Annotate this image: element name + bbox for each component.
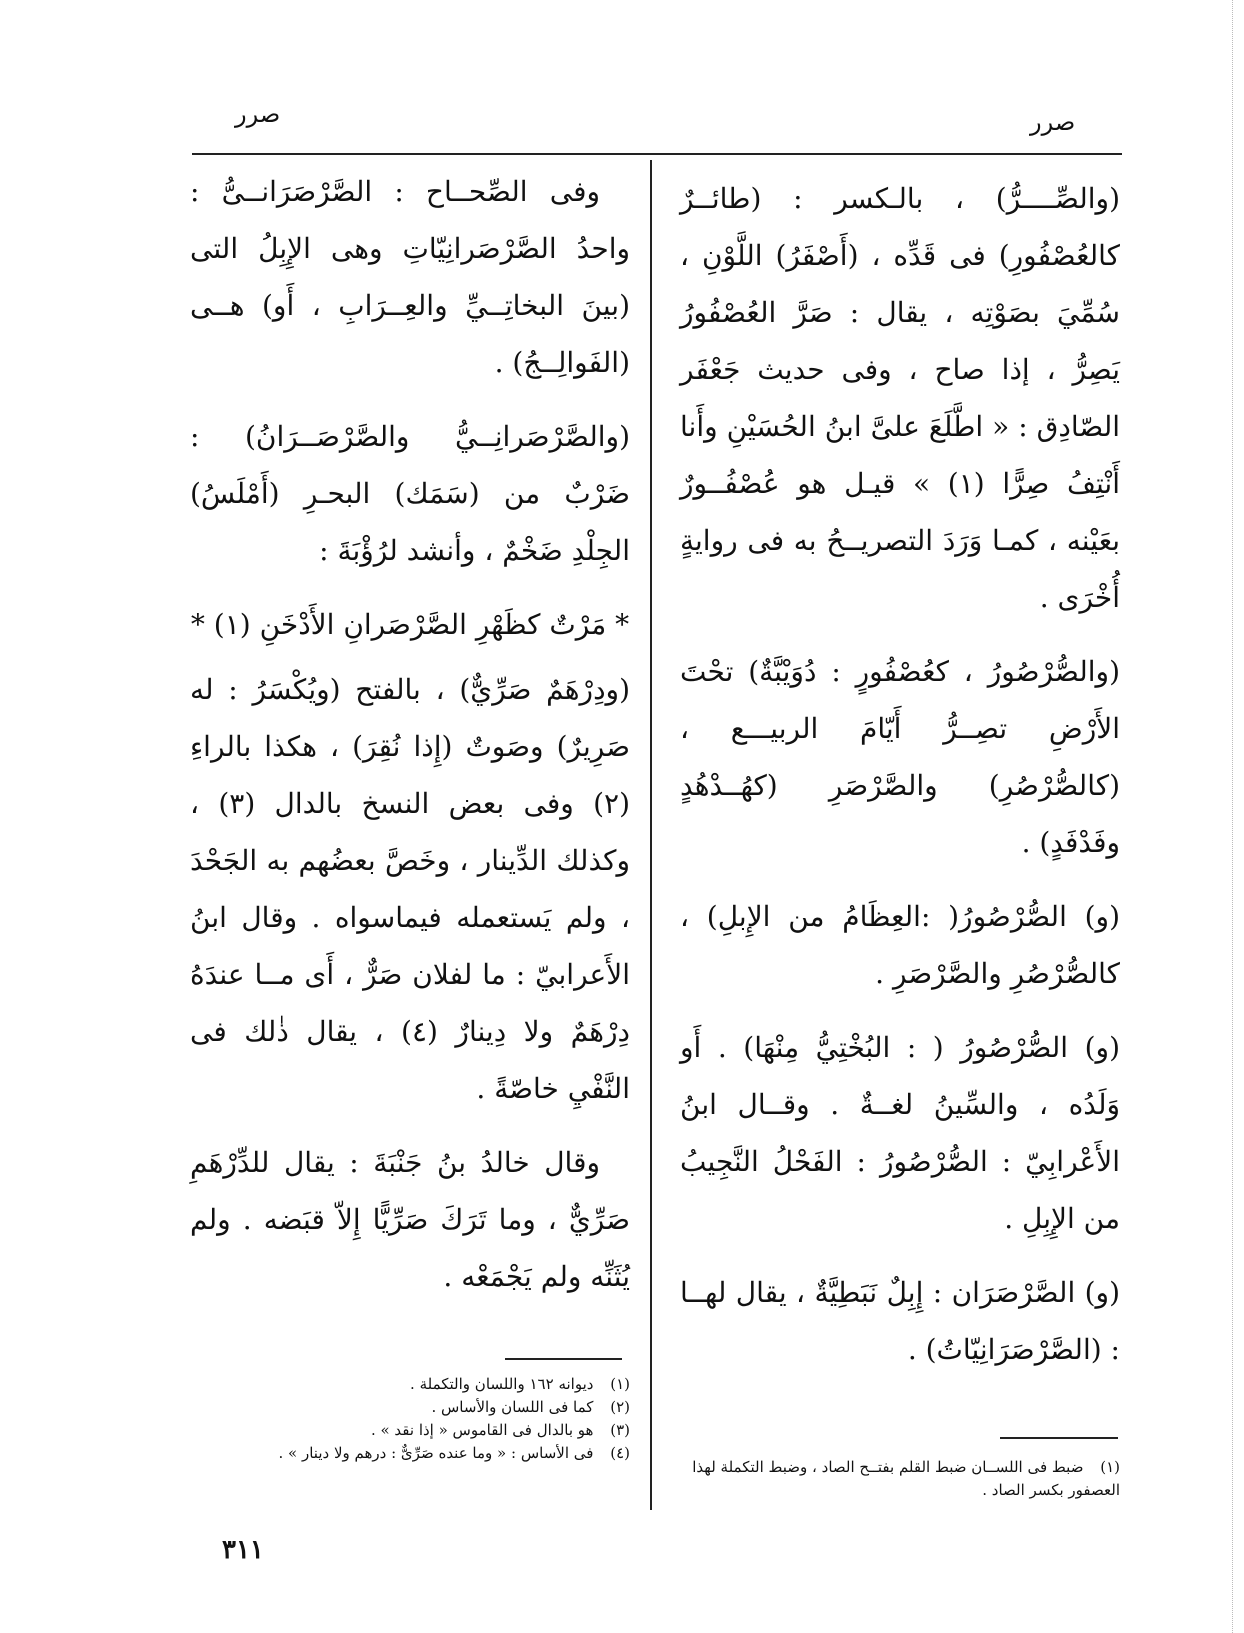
right-column [680,170,1120,1395]
footnote-text: كما فى اللسان والأساس . [431,1398,594,1416]
footnote-number: (١) [1100,1458,1120,1476]
entry-paragraph: (ودِرْهَمٌ صَرِّيٌّ) ، بالفتح (ويُكْسَرُ : له صَرِيرٌ) وصَوتٌ (إِذا نُقِرَ) ، هكذا بالراءِ (٢) وفى بعض النسخ بالدال (٣) ، وكذلك الدِّينار ، وخَصَّ بعضُهم به الجَحْدَ ، ولم يَستعمله فيماسواه . وقال ابنُ الأَعرابيّ : ما لفلان صَرٌّ ، أَى مــا عندَهُ دِرْهَمٌ ولا دِينارٌ (٤) ، يقال ذٰلك فى النَّفْيِ خاصّةً . [190,673,630,1105]
footnote-rule-left [505,1358,622,1360]
entry-paragraph: (و) الصُّرْصُورُ( :العِظَامُ من الإِبلِ) ، كالصُّرْصُرِ والصَّرْصَرِ . [680,900,1120,990]
footnote-number: (٢) [610,1398,630,1416]
header-right-word: صرر [1030,108,1076,136]
footnote-item [200,1373,630,1396]
page-number: ٣١١ [222,1535,264,1565]
footnote-item [200,1419,630,1442]
footnote-number: (٤) [610,1444,630,1462]
left-column [190,163,630,1322]
scan-edge-line [1232,0,1233,1633]
footnote-text: ديوانه ١٦٢ واللسان والتكملة . [410,1375,594,1393]
header-rule [192,153,1122,155]
verse-line: * مَرْتٌ كظَهْرِ الصَّرْصَرانِ الأَدْخَنِ (١) * [190,608,630,641]
footnote-text: هو بالدال فى القاموس « إذا نقد » . [370,1421,594,1439]
entry-paragraph: (و) الصُّرْصُورُ ( : البُخْتِيُّ مِنْهَا) . أَو وَلَدُه ، والسِّينُ لغــةٌ . وقــال ابنُ الأَعْرابِيّ : الصُّرْصُورُ : الفَحْلُ النَّجِيبُ من الإِبِلِ . [680,1031,1120,1235]
entry-paragraph: (والصُّرْصُورُ ، كعُصْفُورٍ : دُوَيْبَّةٌ) تحْتَ الأَرْضِ تصِــرُّ أَيّامَ الربيـــع ، (كالصُّرْصُرِ) والصَّرْصَرِ (كهُــدْهُدٍ وفَدْفَدٍ) . [680,655,1120,859]
entry-paragraph: (والصِّــــرُّ) ، بالـكسر : (طائــرٌ كالعُصْفُورِ) فى قَدِّه ، (أَصْفَرُ) اللَّوْنِ ، سُمِّيَ بصَوْتِه ، يقال : صَرَّ العُصْفُورُ يَصِرُّ ، إذا صاح ، وفى حديث جَعْفَر الصّادِق : « اطَّلَعَ علىَّ ابنُ الحُسَيْنِ وأَنا أَنْتِفُ صِرًّا (١) » قيـل هو عُصْفُــورٌ بعَيْنه ، كمـا وَرَدَ التصريــحُ به فى روايةٍ أُخْرَى . [680,182,1120,614]
footnote-number: (١) [610,1375,630,1393]
footnote-text: فى الأساس : « وما عنده صَرِّىٌّ : درهم ولا دينار » . [278,1444,594,1462]
entry-paragraph: (والصَّرْصَرانِــيُّ والصَّرْصَــرَانُ) : ضَرْبٌ من (سَمَك) البحـرِ (أَمْلَسُ) الجِلْدِ ضَخْمٌ ، وأنشد لرُؤْبَةَ : [190,420,630,567]
column-divider [650,160,652,1510]
entry-paragraph: (و) الصَّرْصَرَان : إِبِلٌ نَبَطِيَّةٌ ، يقال لهــا : (الصَّرْصَرَانِيّاتُ) . [680,1276,1120,1366]
entry-paragraph: وقال خالدُ بنُ جَنْبَةَ : يقال للدِّرْهَمِ صَرِّيٌّ ، وما تَرَكَ صَرِّيًّا إِلاّ قبَضه . ولم يُثَنِّه ولم يَجْمَعْه . [190,1146,630,1293]
footnote-number: (٣) [610,1421,630,1439]
footnote-rule-right [1000,1437,1118,1439]
footnote-item [200,1442,630,1465]
footnote-text: ضبط فى اللســان ضبط القلم بفتــح الصاد ، وضبط التكملة لهذا العصفور بكسر الصاد . [692,1458,1120,1499]
footnotes-left [200,1373,630,1465]
header-left-word: صرر [235,100,281,128]
footnote-item [200,1396,630,1419]
footnotes-right [690,1456,1120,1502]
footnote-item [690,1456,1120,1502]
entry-paragraph: وفى الصِّحــاح : الصَّرْصَرَانــىُّ : واحدُ الصَّرْصَرانِيّاتِ وهى الإِبِلُ التى (بينَ البخاتِــيِّ والعِــرَابِ ، أَو) هــى (الفَوالِــجُ) . [190,175,630,379]
